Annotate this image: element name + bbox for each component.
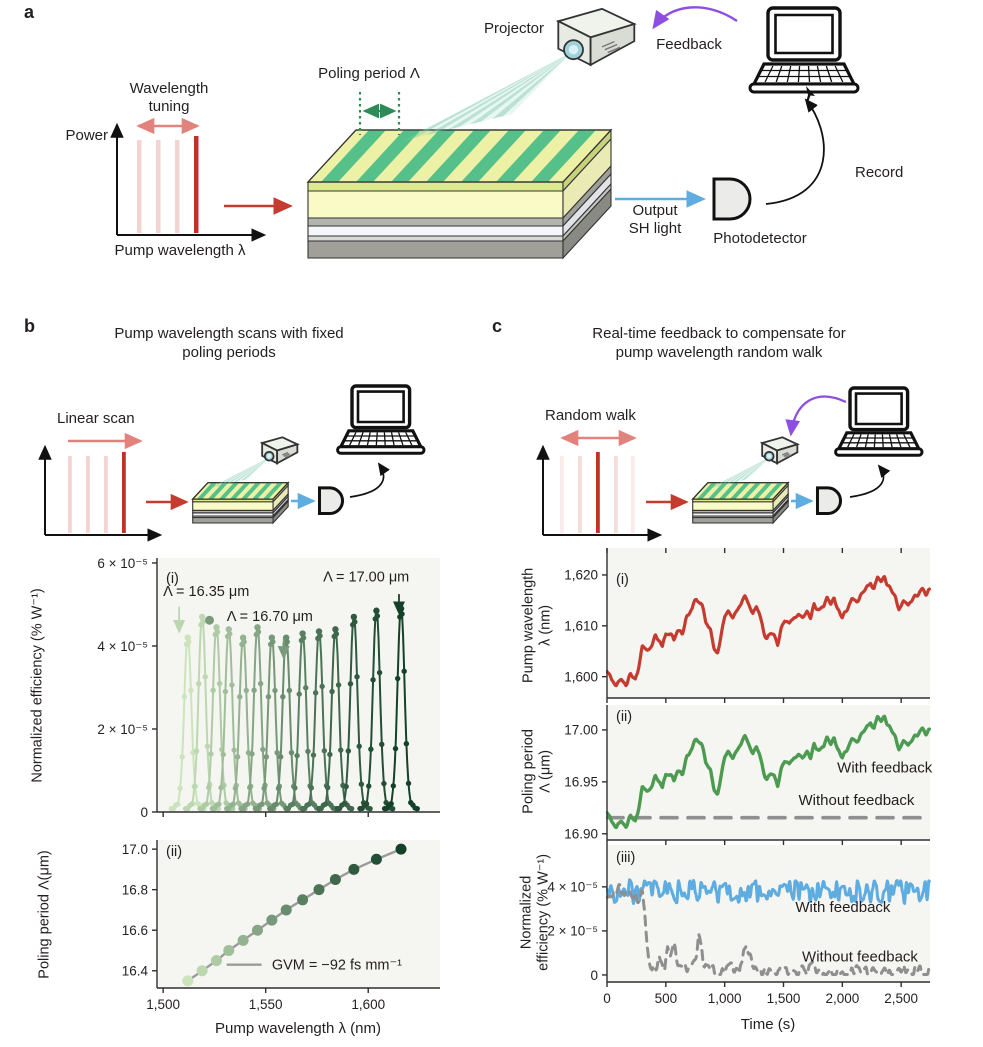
panel-c-title-line1: Real-time feedback to compensate for: [592, 325, 846, 342]
panel-c-title: [530, 325, 908, 363]
spectrum-axes-icon: [45, 447, 160, 535]
b2-ylabel: Poling period Λ(μm): [36, 850, 53, 979]
record-label: Record: [855, 164, 904, 181]
svg-text:1,500: 1,500: [766, 991, 801, 1006]
photodetector-label: Photodetector: [713, 230, 807, 247]
panel-c-title-line2: pump wavelength random walk: [615, 343, 823, 361]
laptop-icon: [836, 388, 922, 455]
svg-text:0: 0: [603, 991, 611, 1006]
svg-text:2,500: 2,500: [884, 991, 919, 1006]
wavelength-tuning-line2: tuning: [148, 97, 190, 115]
projector-icon: [558, 9, 634, 65]
svg-text:17.0: 17.0: [121, 841, 148, 857]
panel-b-title: [68, 325, 390, 363]
svg-text:1,500: 1,500: [146, 997, 181, 1012]
svg-text:4 × 10⁻⁵: 4 × 10⁻⁵: [97, 638, 148, 654]
svg-text:1,550: 1,550: [248, 997, 283, 1012]
output-sh-label: [616, 202, 694, 237]
svg-text:1,610: 1,610: [564, 618, 598, 634]
projector-label: Projector: [483, 20, 544, 37]
c3-ylabel: [519, 817, 554, 1007]
svg-text:16.8: 16.8: [121, 882, 148, 898]
svg-text:1,600: 1,600: [351, 997, 386, 1012]
projector-icon: [262, 437, 297, 463]
svg-text:GVM = −92 fs mm⁻¹: GVM = −92 fs mm⁻¹: [271, 957, 402, 974]
panel-b-letter: b: [24, 316, 35, 336]
c3-ylabel-line1: Normalized: [518, 875, 535, 950]
chip-device-icon: [693, 483, 788, 523]
output-sh-line2: SH light: [628, 219, 682, 237]
panel-a-letter: a: [24, 2, 35, 22]
chip-device-icon: [193, 483, 288, 523]
wavelength-tuning-line1: Wavelength: [129, 80, 209, 97]
wavelength-tuning-label: [108, 80, 230, 115]
svg-text:(i): (i): [616, 572, 629, 588]
svg-text:0: 0: [140, 804, 148, 820]
svg-text:With feedback: With feedback: [795, 898, 891, 916]
svg-text:Λ = 16.35 μm: Λ = 16.35 μm: [163, 584, 250, 601]
svg-text:1,620: 1,620: [564, 567, 598, 583]
svg-text:1,600: 1,600: [564, 669, 598, 685]
projector-icon: [762, 437, 797, 463]
panel-b-title-line1: Pump wavelength scans with fixed: [114, 325, 344, 342]
svg-text:2 × 10⁻⁵: 2 × 10⁻⁵: [547, 923, 598, 939]
svg-text:16.95: 16.95: [564, 774, 598, 790]
panel-b-title-line2: poling periods: [182, 343, 276, 361]
svg-text:4 × 10⁻⁵: 4 × 10⁻⁵: [547, 879, 598, 895]
svg-text:6 × 10⁻⁵: 6 × 10⁻⁵: [97, 555, 148, 571]
b1-ylabel: Normalized efficiency (% W⁻¹): [29, 588, 46, 783]
svg-text:2,000: 2,000: [825, 991, 860, 1006]
laptop-icon: [338, 386, 424, 453]
c2-ylabel-line2: Λ (μm): [538, 749, 554, 793]
laptop-icon: [750, 8, 858, 101]
pump-wavelength-axis-label: Pump wavelength λ: [114, 242, 246, 259]
c1-ylabel-line1: Pump wavelength: [520, 567, 537, 684]
svg-text:(i): (i): [166, 571, 179, 587]
spectrum-axes-icon: [117, 125, 264, 235]
svg-text:0: 0: [590, 967, 598, 983]
c3-ylabel-line2: efficiency (% W⁻¹): [536, 853, 552, 971]
svg-text:Λ = 17.00 μm: Λ = 17.00 μm: [323, 569, 410, 586]
spectrum-axes-icon: [543, 447, 660, 535]
c2-ylabel-line1: Poling period: [520, 729, 537, 814]
svg-text:1,000: 1,000: [707, 991, 742, 1006]
chart-c1: [602, 548, 930, 703]
svg-text:Without feedback: Without feedback: [798, 792, 915, 810]
photodetector-icon: [714, 179, 750, 219]
svg-text:16.4: 16.4: [121, 963, 148, 979]
feedback-label: Feedback: [656, 36, 722, 53]
photodetector-icon: [319, 488, 342, 514]
random-walk-label: Random walk: [545, 407, 636, 424]
svg-text:With feedback: With feedback: [837, 759, 933, 777]
panel-c-letter: c: [492, 316, 503, 336]
c3-xlabel: Time (s): [740, 1016, 796, 1033]
c1-ylabel-line2: λ (nm): [538, 604, 554, 646]
svg-text:(iii): (iii): [616, 850, 636, 866]
svg-text:2 × 10⁻⁵: 2 × 10⁻⁵: [97, 721, 148, 737]
poling-period-label: Poling period Λ: [318, 65, 420, 82]
chip-device-icon: [308, 130, 611, 258]
svg-text:(ii): (ii): [616, 709, 633, 725]
c1-ylabel: [521, 540, 556, 710]
output-sh-line1: Output: [632, 202, 678, 219]
svg-text:Without feedback: Without feedback: [802, 948, 918, 966]
svg-text:16.6: 16.6: [121, 923, 148, 939]
svg-text:(ii): (ii): [166, 844, 183, 860]
linear-scan-label: Linear scan: [57, 410, 135, 427]
svg-text:17.00: 17.00: [564, 722, 598, 738]
svg-text:16.90: 16.90: [564, 826, 598, 842]
svg-text:500: 500: [654, 991, 678, 1006]
b2-xlabel: Pump wavelength λ (nm): [215, 1020, 381, 1037]
photodetector-icon: [817, 488, 840, 514]
power-axis-label: Power: [65, 127, 108, 144]
svg-text:Λ = 16.70 μm: Λ = 16.70 μm: [226, 609, 313, 626]
